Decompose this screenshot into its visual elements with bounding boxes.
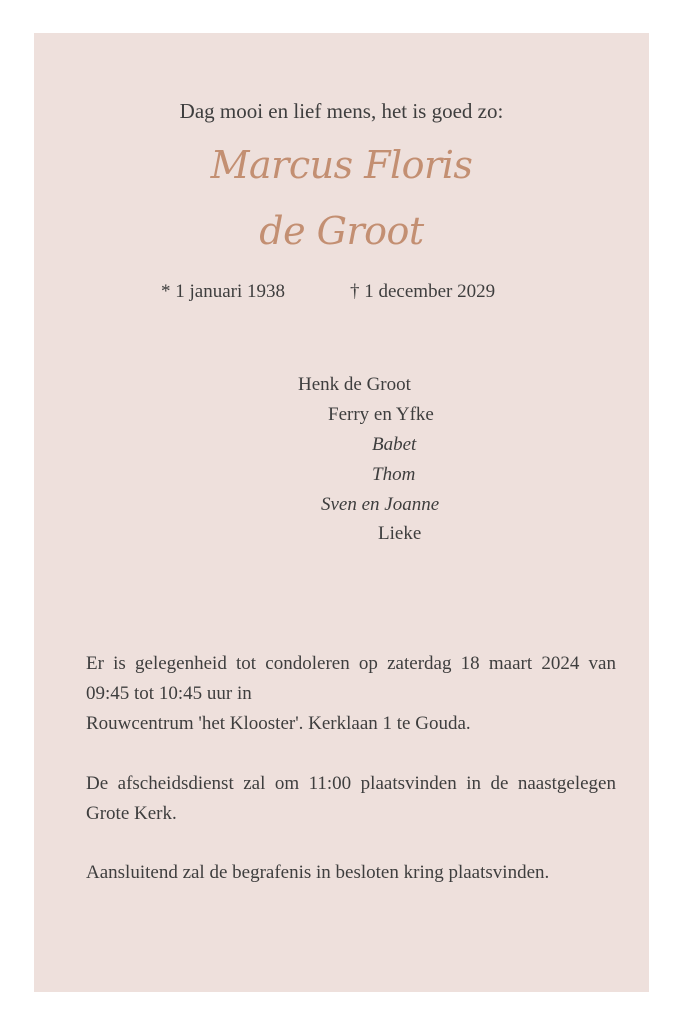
family-member-1: Henk de Groot <box>298 374 411 395</box>
condolence-line-2: Rouwcentrum 'het Klooster'. Kerklaan 1 te Gouda. <box>86 713 471 734</box>
family-member-6: Lieke <box>378 523 422 544</box>
family-member-3: Babet <box>372 434 417 455</box>
birth-date: * 1 januari 1938 <box>161 281 286 302</box>
burial-paragraph: Aansluitend zal de begrafenis in besloten kring plaatsvinden. <box>86 862 550 883</box>
intro-text: Dag mooi en lief mens, het is goed zo: <box>179 99 504 123</box>
deceased-surname: de Groot <box>259 209 424 253</box>
family-member-4: Thom <box>372 464 416 485</box>
service-paragraph: De afscheidsdienst zal om 11:00 plaatsvinden in de naastgelegen Grote Kerk. <box>86 773 616 824</box>
condolence-line-1: Er is gelegenheid tot condoleren op zaterdag 18 maart 2024 van 09:45 tot 10:45 uur in <box>86 653 616 704</box>
memorial-card <box>34 33 649 992</box>
deceased-first-names: Marcus Floris <box>210 143 473 187</box>
family-member-5: Sven en Joanne <box>321 494 440 515</box>
death-date: † 1 december 2029 <box>350 281 496 302</box>
condolence-paragraph <box>86 649 616 739</box>
family-member-2: Ferry en Yfke <box>328 404 434 425</box>
